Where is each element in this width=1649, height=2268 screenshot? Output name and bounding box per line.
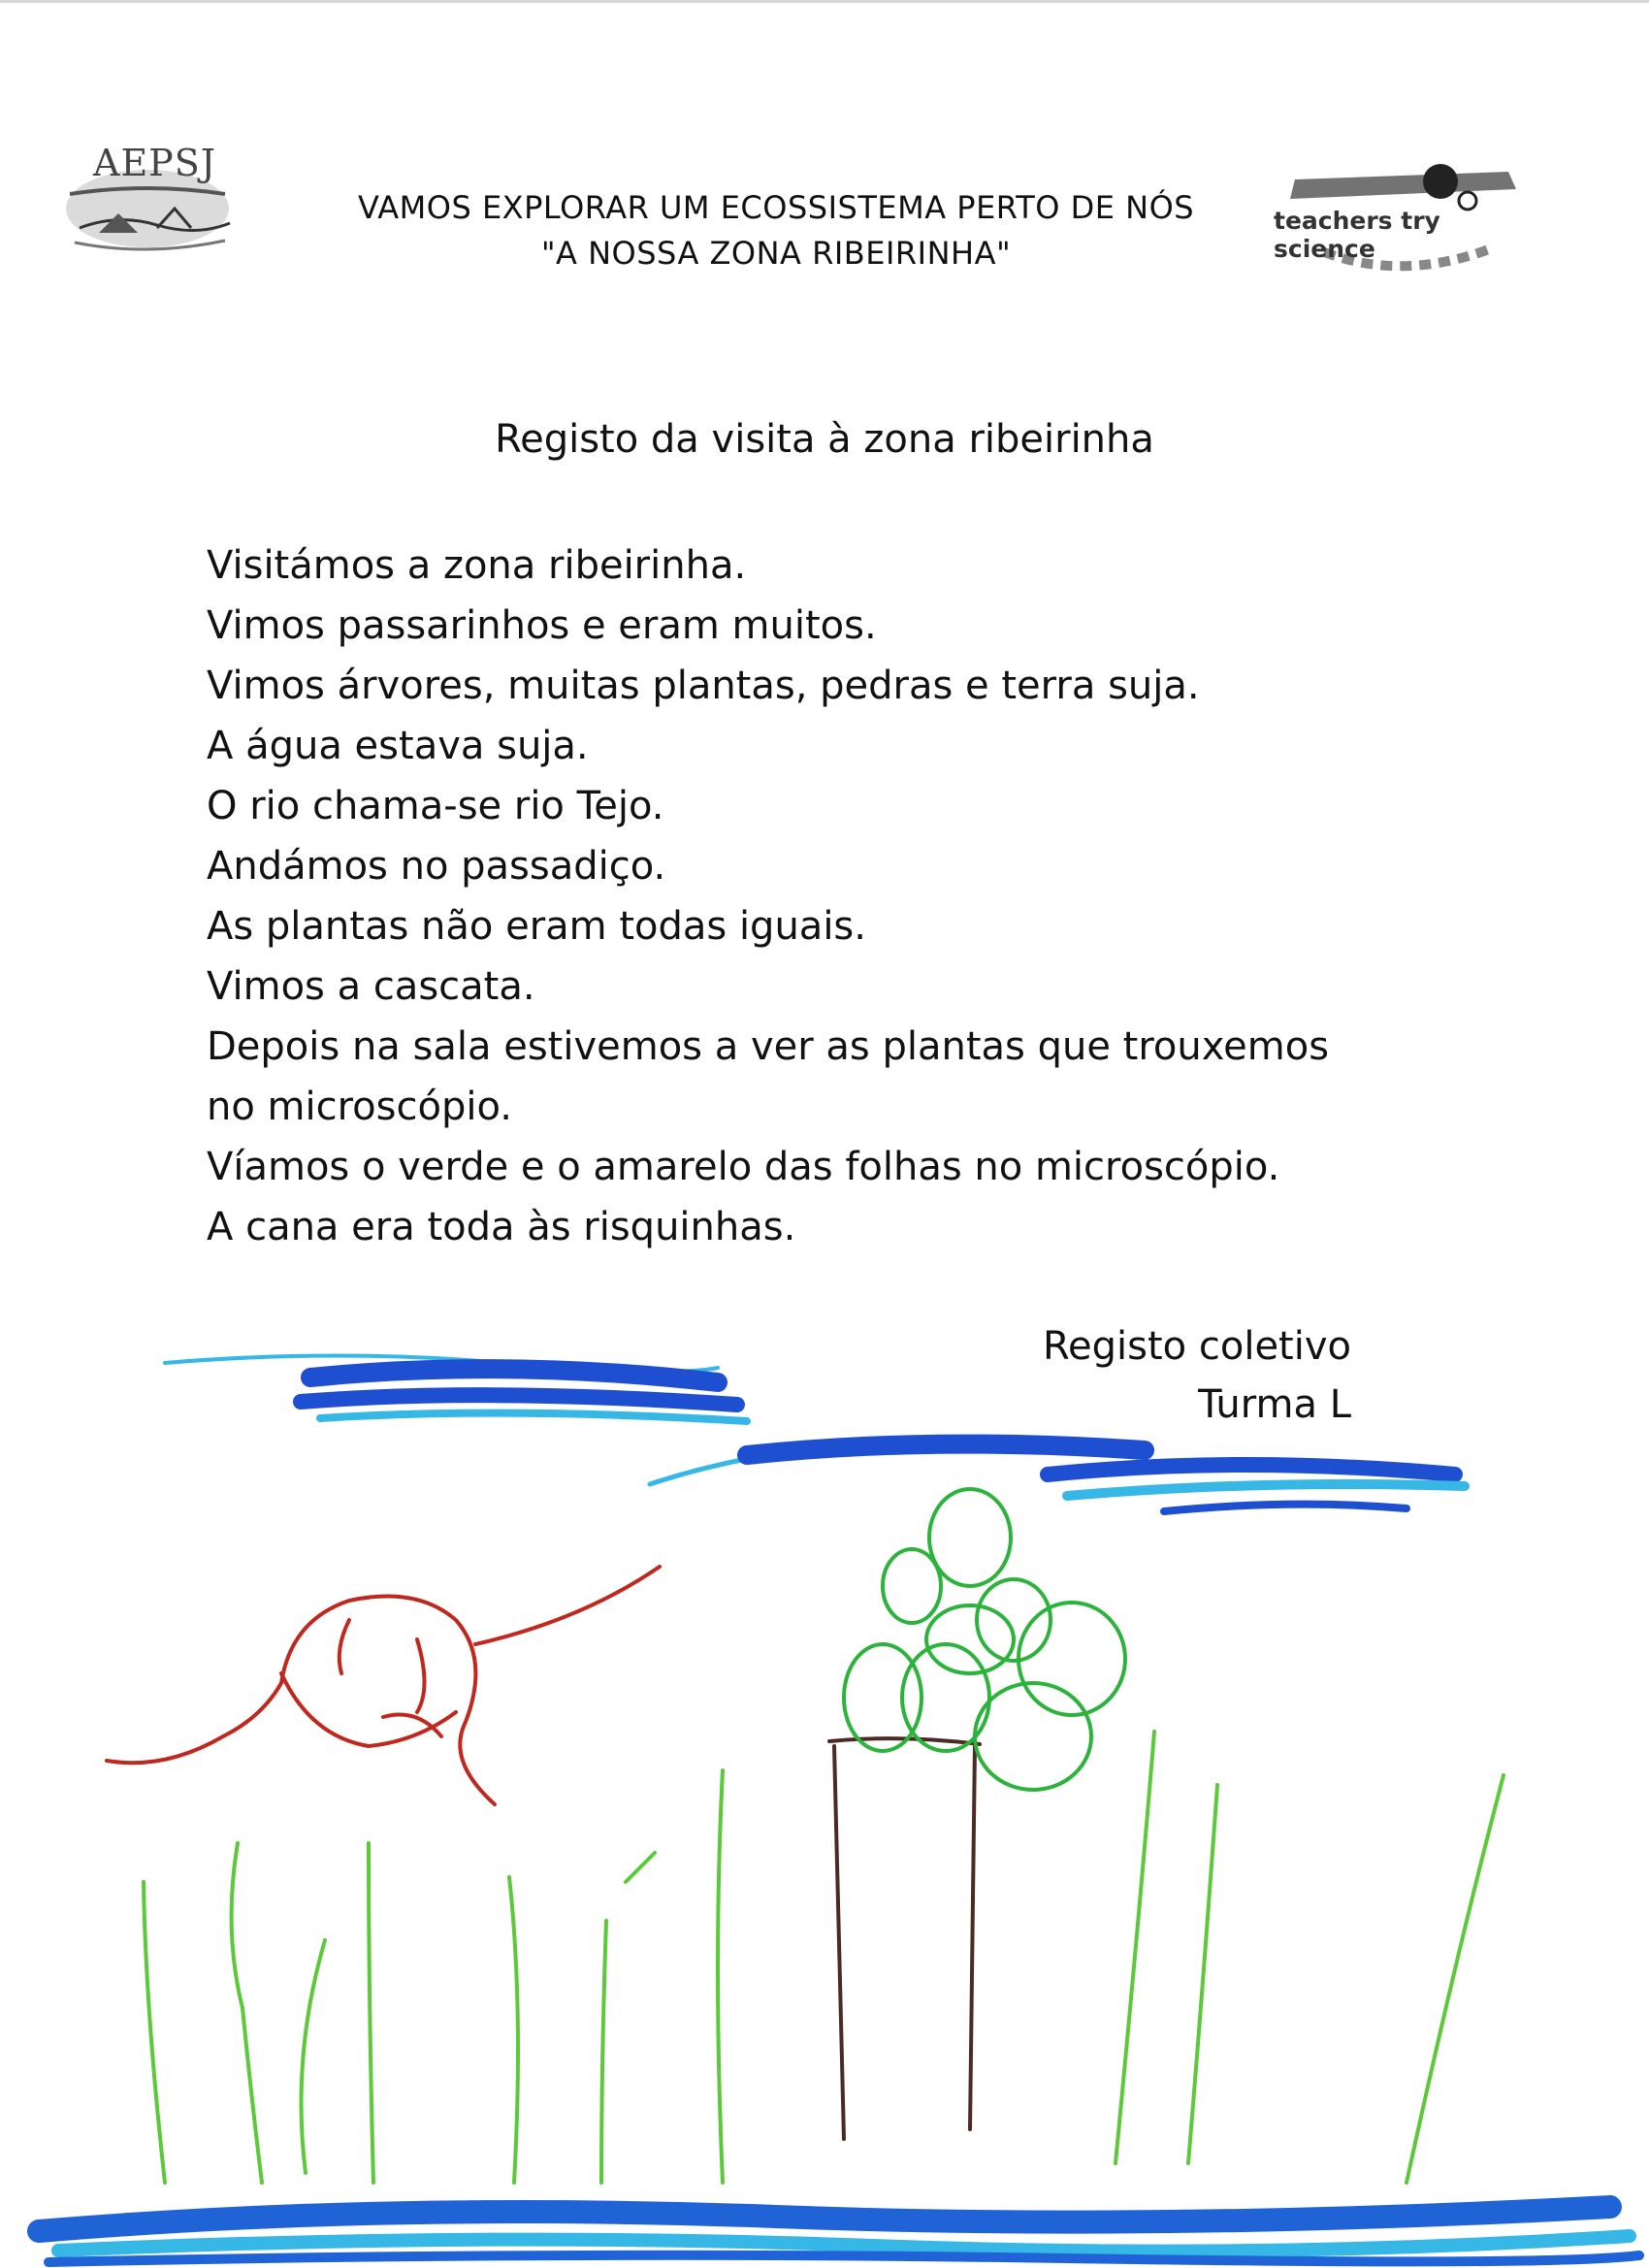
- signature-line2: Turma L: [1198, 1382, 1351, 1427]
- body-line: As plantas não eram todas iguais.: [207, 904, 866, 949]
- teachers-try-science-logo-text: teachers try science: [1274, 207, 1440, 263]
- body-line: Víamos o verde e o amarelo das folhas no microscópio.: [207, 1145, 1280, 1189]
- bird-drawing: [107, 1567, 660, 1804]
- document-title: Registo da visita à zona ribeirinha: [495, 417, 1154, 462]
- river-water: [39, 2207, 1639, 2262]
- body-line: Vimos a cascata.: [207, 964, 535, 1009]
- header-title-line2: "A NOSSA ZONA RIBEIRINHA": [540, 235, 1012, 272]
- tree-drawing: [829, 1489, 1125, 2139]
- aepsj-logo: [60, 136, 235, 262]
- body-line: A água estava suja.: [207, 724, 589, 768]
- header-title-line1: VAMOS EXPLORAR UM ECOSSISTEMA PERTO DE NÓS: [357, 189, 1195, 226]
- body-line: A cana era toda às risquinhas.: [207, 1205, 796, 1249]
- signature-line1: Registo coletivo: [1043, 1324, 1351, 1369]
- grass-drawing: [144, 1732, 1504, 2183]
- body-line: Vimos passarinhos e eram muitos.: [207, 603, 877, 648]
- aepsj-logo-text: AEPSJ: [93, 142, 217, 184]
- body-line: Depois na sala estivemos a ver as plantas que trouxemos: [207, 1024, 1330, 1069]
- body-line: Vimos árvores, muitas plantas, pedras e terra suja.: [207, 664, 1200, 708]
- body-line: Andámos no passadiço.: [207, 844, 666, 889]
- body-line: Visitámos a zona ribeirinha.: [207, 543, 747, 588]
- body-line: no microscópio.: [207, 1085, 512, 1129]
- body-line: O rio chama-se rio Tejo.: [207, 784, 664, 828]
- sky-clouds: [165, 1356, 1465, 1512]
- teachers-try-science-logo: [1266, 160, 1537, 286]
- body-text: [207, 535, 1419, 1257]
- page-edge: [0, 0, 1649, 3]
- child-drawing: [0, 1329, 1649, 2268]
